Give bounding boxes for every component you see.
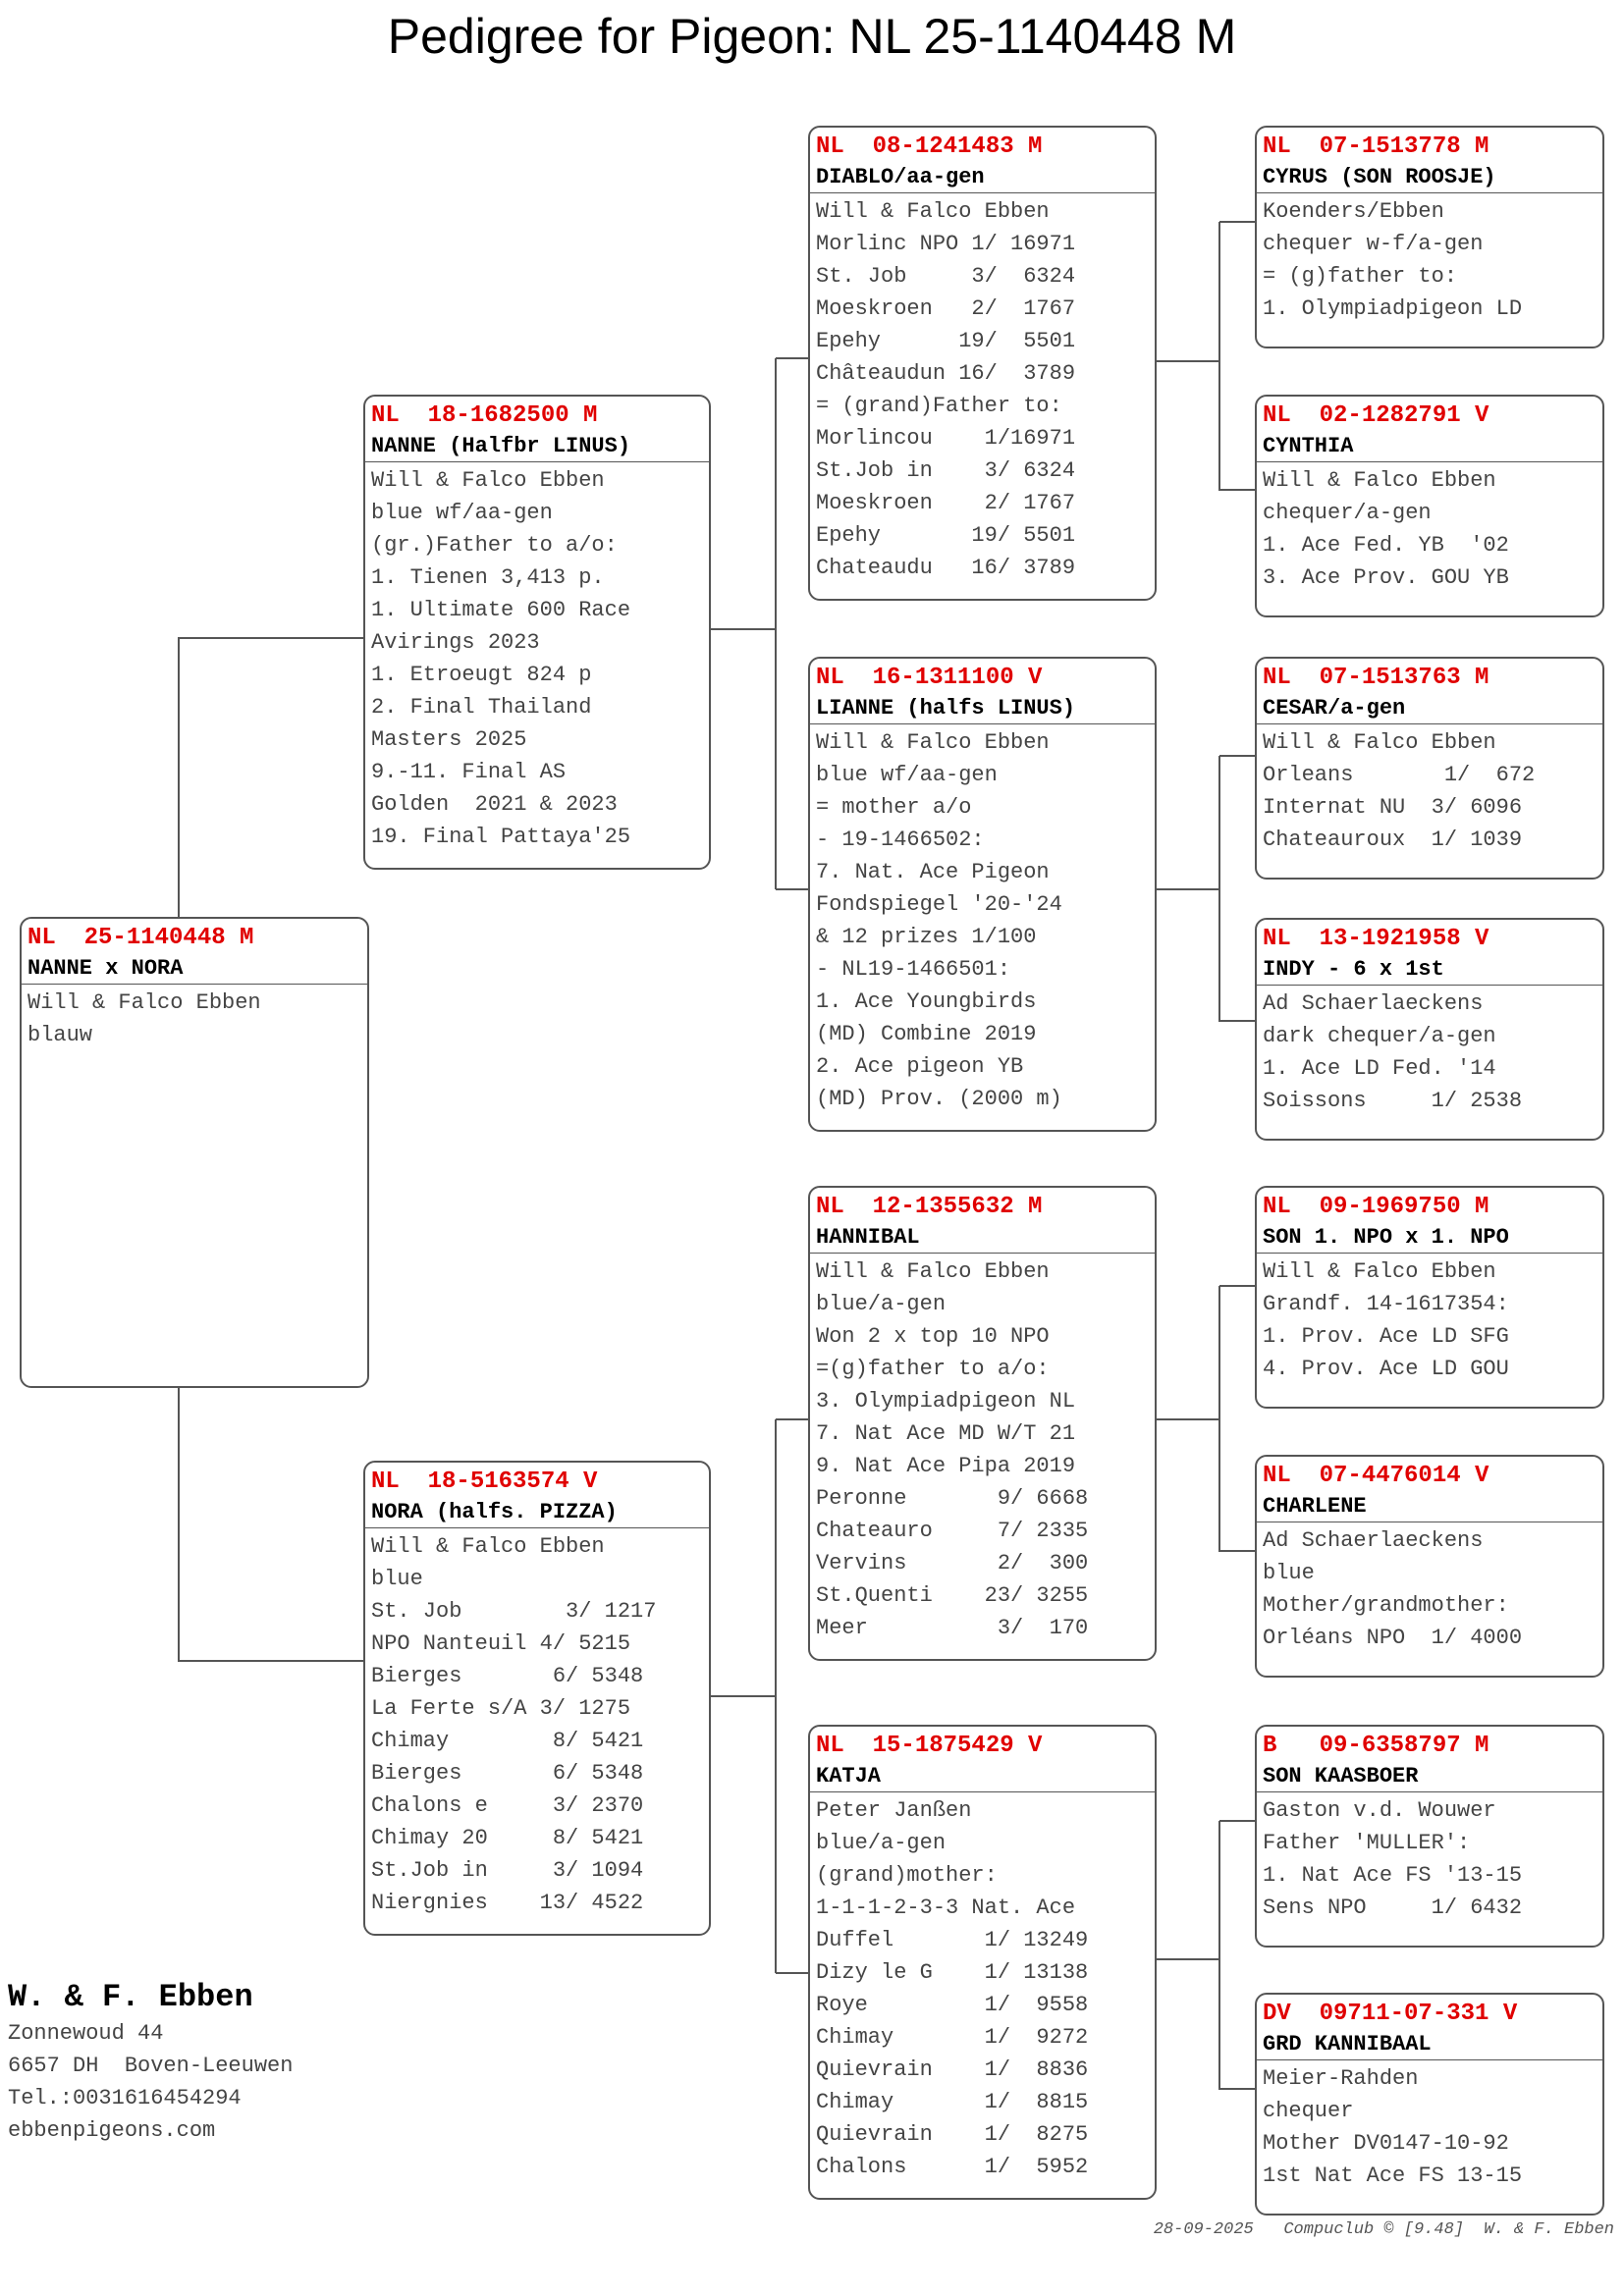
ring-number: NL 13-1921958 V (1263, 926, 1489, 952)
info-line: Peter Janßen (816, 1798, 972, 1823)
info-line: Epehy 19/ 5501 (816, 329, 1076, 353)
ring-number: NL 09-1969750 M (1263, 1194, 1489, 1220)
ring-number: NL 08-1241483 M (816, 133, 1043, 160)
pigeon-card-dds[interactable] (1255, 1725, 1604, 1948)
info-line: Châteaudun 16/ 3789 (816, 361, 1076, 386)
info-line: blue/a-gen (816, 1292, 947, 1316)
info-line: Golden 2021 & 2023 (371, 792, 618, 817)
info-line: Will & Falco Ebben (371, 1534, 605, 1559)
info-line: blue wf/aa-gen (371, 501, 553, 525)
info-line: 1st Nat Ace FS 13-15 (1263, 2163, 1523, 2188)
info-line: (gr.)Father to a/o: (371, 533, 618, 558)
info-line: 1. Ultimate 600 Race (371, 598, 631, 622)
info-line: 1. Nat Ace FS '13-15 (1263, 1863, 1523, 1888)
pigeon-card-sire-dam[interactable] (808, 657, 1157, 1132)
info-line: 1. Ace LD Fed. '14 (1263, 1056, 1496, 1081)
info-line: Fondspiegel '20-'24 (816, 892, 1062, 917)
info-line: blue (1263, 1561, 1315, 1585)
info-line: Chimay 1/ 9272 (816, 2025, 1089, 2050)
pigeon-card-ssd[interactable] (1255, 395, 1604, 617)
pigeon-name: CESAR/a-gen (1257, 694, 1602, 724)
info-line: Chateauro 7/ 2335 (816, 1519, 1089, 1543)
info-line: = (grand)Father to: (816, 394, 1062, 418)
info-line: Mother DV0147-10-92 (1263, 2131, 1509, 2156)
breeder-website[interactable]: ebbenpigeons.com (8, 2118, 216, 2143)
pigeon-name: LIANNE (halfs LINUS) (810, 694, 1155, 724)
info-line: 1. Ace Fed. YB '02 (1263, 533, 1509, 558)
pigeon-name: NANNE (Halfbr LINUS) (365, 432, 709, 462)
info-line: Will & Falco Ebben (816, 730, 1050, 755)
info-line: Ad Schaerlaeckens (1263, 1528, 1484, 1553)
info-line: Chimay 1/ 8815 (816, 2090, 1089, 2114)
info-line: Mother/grandmother: (1263, 1593, 1509, 1618)
info-line: Masters 2025 (371, 727, 527, 752)
info-line: Peronne 9/ 6668 (816, 1486, 1089, 1511)
info-line: 1. Prov. Ace LD SFG (1263, 1324, 1509, 1349)
info-line: Vervins 2/ 300 (816, 1551, 1089, 1575)
info-line: Koenders/Ebben (1263, 199, 1444, 224)
info-line: Grandf. 14-1617354: (1263, 1292, 1509, 1316)
ring-number: NL 25-1140448 M (27, 925, 254, 951)
info-line: blue wf/aa-gen (816, 763, 998, 787)
info-line: St. Job 3/ 1217 (371, 1599, 657, 1624)
info-line: Will & Falco Ebben (371, 468, 605, 493)
ring-number: NL 07-4476014 V (1263, 1463, 1489, 1489)
info-line: Quievrain 1/ 8275 (816, 2122, 1089, 2147)
info-line: La Ferte s/A 3/ 1275 (371, 1696, 631, 1721)
info-line: Will & Falco Ebben (27, 990, 261, 1015)
breeder-info (8, 1978, 293, 2147)
info-line: (grand)mother: (816, 1863, 998, 1888)
info-line: blue/a-gen (816, 1831, 947, 1855)
pigeon-name: SON 1. NPO x 1. NPO (1257, 1223, 1602, 1254)
pigeon-name: GRD KANNIBAAL (1257, 2030, 1602, 2060)
breeder-phone: Tel.:0031616454294 (8, 2086, 242, 2110)
pigeon-name: KATJA (810, 1762, 1155, 1792)
ring-number: NL 12-1355632 M (816, 1194, 1043, 1220)
info-line: Avirings 2023 (371, 630, 540, 655)
pigeon-card-dam-sire[interactable] (808, 1186, 1157, 1661)
info-line: Bierges 6/ 5348 (371, 1664, 644, 1688)
info-line: Won 2 x top 10 NPO (816, 1324, 1050, 1349)
info-line: Will & Falco Ebben (1263, 730, 1496, 755)
info-line: Chimay 20 8/ 5421 (371, 1826, 644, 1850)
info-line: Meer 3/ 170 (816, 1616, 1089, 1640)
pigeon-name: SON KAASBOER (1257, 1762, 1602, 1792)
info-line: & 12 prizes 1/100 (816, 925, 1037, 949)
info-line: Sens NPO 1/ 6432 (1263, 1896, 1523, 1920)
info-line: dark chequer/a-gen (1263, 1024, 1496, 1048)
info-line: Roye 1/ 9558 (816, 1993, 1089, 2017)
info-line: Dizy le G 1/ 13138 (816, 1960, 1089, 1985)
info-line: Chalons 1/ 5952 (816, 2155, 1089, 2179)
pigeon-name: NORA (halfs. PIZZA) (365, 1498, 709, 1528)
info-line: Bierges 6/ 5348 (371, 1761, 644, 1786)
ring-number: NL 18-5163574 V (371, 1468, 598, 1495)
info-line: Will & Falco Ebben (816, 199, 1050, 224)
info-line: 4. Prov. Ace LD GOU (1263, 1357, 1509, 1381)
info-line: =(g)father to a/o: (816, 1357, 1050, 1381)
info-line: (MD) Prov. (2000 m) (816, 1087, 1062, 1111)
info-line: 3. Olympiadpigeon NL (816, 1389, 1076, 1414)
ring-number: B 09-6358797 M (1263, 1733, 1489, 1759)
info-line: Moeskroen 2/ 1767 (816, 491, 1076, 515)
info-line: Chalons e 3/ 2370 (371, 1793, 644, 1818)
info-line: St.Job in 3/ 6324 (816, 458, 1076, 483)
ring-number: DV 09711-07-331 V (1263, 2001, 1518, 2027)
pigeon-name: DIABLO/aa-gen (810, 163, 1155, 193)
breeder-address: Zonnewoud 44 (8, 2021, 164, 2046)
pigeon-card-dss[interactable] (1255, 1186, 1604, 1409)
info-line: Epehy 19/ 5501 (816, 523, 1076, 548)
info-line: Quievrain 1/ 8836 (816, 2057, 1089, 2082)
pigeon-name: HANNIBAL (810, 1223, 1155, 1254)
info-line: NPO Nanteuil 4/ 5215 (371, 1631, 631, 1656)
info-line: blauw (27, 1023, 93, 1047)
info-line: 1. Etroeugt 824 p (371, 663, 592, 687)
info-line: St. Job 3/ 6324 (816, 264, 1076, 289)
info-line: 2. Final Thailand (371, 695, 592, 720)
ring-number: NL 16-1311100 V (816, 665, 1043, 691)
info-line: 9.-11. Final AS (371, 760, 567, 784)
info-line: Will & Falco Ebben (816, 1259, 1050, 1284)
info-line: chequer/a-gen (1263, 501, 1432, 525)
info-line: = (g)father to: (1263, 264, 1458, 289)
info-line: chequer w-f/a-gen (1263, 232, 1484, 256)
info-line: 2. Ace pigeon YB (816, 1054, 1024, 1079)
pigeon-card-dam[interactable] (363, 1461, 711, 1936)
info-line: St.Quenti 23/ 3255 (816, 1583, 1089, 1608)
info-line: Soissons 1/ 2538 (1263, 1089, 1523, 1113)
info-line: Chimay 8/ 5421 (371, 1729, 644, 1753)
info-line: = mother a/o (816, 795, 972, 820)
ring-number: NL 07-1513778 M (1263, 133, 1489, 160)
info-line: 7. Nat Ace MD W/T 21 (816, 1421, 1076, 1446)
info-line: (MD) Combine 2019 (816, 1022, 1037, 1046)
breeder-city: 6657 DH Boven-Leeuwen (8, 2054, 294, 2078)
page-title: Pedigree for Pigeon: NL 25-1140448 M (387, 9, 1237, 64)
info-line: Will & Falco Ebben (1263, 1259, 1496, 1284)
info-line: chequer (1263, 2099, 1354, 2123)
pigeon-card-dam-dam[interactable] (808, 1725, 1157, 2200)
info-line: Duffel 1/ 13249 (816, 1928, 1089, 1952)
pigeon-card-dsd[interactable] (1255, 1455, 1604, 1678)
info-line: Chateauroux 1/ 1039 (1263, 828, 1523, 852)
info-line: 19. Final Pattaya'25 (371, 825, 631, 849)
ring-number: NL 18-1682500 M (371, 402, 598, 429)
pigeon-card-sds[interactable] (1255, 657, 1604, 880)
ring-number: NL 07-1513763 M (1263, 665, 1489, 691)
info-line: 1-1-1-2-3-3 Nat. Ace (816, 1896, 1076, 1920)
info-line: blue (371, 1567, 423, 1591)
pigeon-card-sss[interactable] (1255, 126, 1604, 348)
pigeon-card-ddd[interactable] (1255, 1993, 1604, 2216)
pigeon-card-sire-sire[interactable] (808, 126, 1157, 601)
info-line: 9. Nat Ace Pipa 2019 (816, 1454, 1076, 1478)
pigeon-name: CYNTHIA (1257, 432, 1602, 462)
pigeon-name: CHARLENE (1257, 1492, 1602, 1522)
info-line: Orleans 1/ 672 (1263, 763, 1536, 787)
info-line: 1. Olympiadpigeon LD (1263, 296, 1523, 321)
info-line: Father 'MULLER': (1263, 1831, 1471, 1855)
info-line: Morlincou 1/16971 (816, 426, 1076, 451)
pigeon-card-sire[interactable] (363, 395, 711, 870)
info-line: 7. Nat. Ace Pigeon (816, 860, 1050, 884)
ring-number: NL 15-1875429 V (816, 1733, 1043, 1759)
breeder-name: W. & F. Ebben (8, 1979, 253, 2015)
info-line: Chateaudu 16/ 3789 (816, 556, 1076, 580)
info-line: Niergnies 13/ 4522 (371, 1891, 644, 1915)
info-line: Meier-Rahden (1263, 2066, 1419, 2091)
footer-note: 28-09-2025 Compuclub © [9.48] W. & F. Ebben (1153, 2220, 1614, 2239)
info-line: Ad Schaerlaeckens (1263, 991, 1484, 1016)
pigeon-card-subject[interactable] (20, 917, 369, 1388)
ring-number: NL 02-1282791 V (1263, 402, 1489, 429)
info-line: Morlinc NPO 1/ 16971 (816, 232, 1076, 256)
info-line: Orléans NPO 1/ 4000 (1263, 1626, 1523, 1650)
info-line: - NL19-1466501: (816, 957, 1011, 982)
info-line: St.Job in 3/ 1094 (371, 1858, 644, 1883)
info-line: Internat NU 3/ 6096 (1263, 795, 1523, 820)
pigeon-name: CYRUS (SON ROOSJE) (1257, 163, 1602, 193)
pigeon-card-sdd[interactable] (1255, 918, 1604, 1141)
info-line: 3. Ace Prov. GOU YB (1263, 565, 1509, 590)
info-line: 1. Ace Youngbirds (816, 989, 1037, 1014)
info-line: Will & Falco Ebben (1263, 468, 1496, 493)
info-line: - 19-1466502: (816, 828, 985, 852)
pigeon-name: NANNE x NORA (22, 954, 367, 985)
info-line: 1. Tienen 3,413 p. (371, 565, 605, 590)
info-line: Moeskroen 2/ 1767 (816, 296, 1076, 321)
info-line: Gaston v.d. Wouwer (1263, 1798, 1496, 1823)
pigeon-name: INDY - 6 x 1st (1257, 955, 1602, 986)
